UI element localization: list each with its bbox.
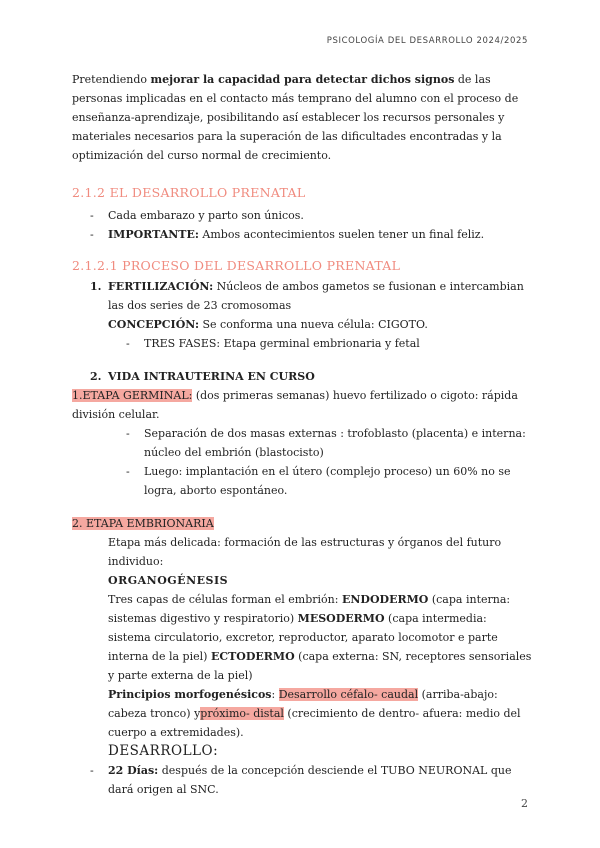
germinal-list (72, 424, 532, 500)
etapa-germinal: 1.ETAPA GERMINAL: (dos primeras semanas) huevo fertilizado o cigoto: rápida división celular. (72, 389, 518, 421)
list-item: - Separación de dos masas externas : trofoblasto (placenta) e interna: núcleo del embrión (blastocisto) (126, 424, 532, 462)
list-item: - TRES FASES: Etapa germinal embrionaria y fetal (126, 334, 532, 353)
organogenesis-label: ORGANOGÉNESIS (108, 574, 229, 587)
embrionaria-block (72, 533, 532, 761)
list-item: - 22 Días: después de la concepción desciende el TUBO NEURONAL que dará origen al SNC. (90, 761, 532, 799)
list-item: - IMPORTANTE: Ambos acontecimientos suelen tener un final feliz. (90, 225, 532, 244)
item-fertilizacion: 1. FERTILIZACIÓN: Núcleos de ambos gametos se fusionan e intercambian las dos series de 23 cromosomas (90, 280, 524, 312)
intro-paragraph: Pretendiendo mejorar la capacidad para detectar dichos signos de las personas implicadas en el contacto más temprano del alumno con el proceso de enseñanza-aprendizaje, posibilitando así establecer los recursos personales y materiales necesarios para la superación de las dificultades encontradas y la optimización del curso normal de crecimiento. (72, 73, 519, 162)
capas-paragraph: Tres capas de células forman el embrión: ENDODERMO (capa interna: sistemas digestivo y respiratorio) MESODERMO (capa intermedia: sistema circulatorio, excretor, reproductor, aparato locomotor e parte interna de la piel) ECTODERMO (capa externa: SN, receptores sensoriales y parte externa de la piel) (108, 593, 532, 682)
list-item: - Luego: implantación en el útero (complejo proceso) un 60% no se logra, aborto espontáneo. (126, 462, 532, 500)
concepcion-line: CONCEPCIÓN: Se conforma una nueva célula: CIGOTO. (108, 318, 428, 331)
desarrollo-list (72, 761, 532, 799)
document-body (72, 70, 532, 799)
item-vida-intrauterina: 2. VIDA INTRAUTERINA EN CURSO (90, 370, 315, 383)
fases-list (72, 334, 532, 353)
etapa-embrionaria-label: 2. ETAPA EMBRIONARIA (72, 517, 214, 530)
desarrollo-heading: DESARROLLO: (108, 743, 219, 759)
page-number: 2 (521, 797, 528, 810)
embrionaria-intro: Etapa más delicada: formación de las estructuras y órganos del futuro individuo: (108, 536, 502, 568)
page-header: PSICOLOGÍA DEL DESARROLLO 2024/2025 (326, 36, 528, 46)
heading-desarrollo-prenatal: 2.1.2 EL DESARROLLO PRENATAL (72, 185, 306, 200)
heading-proceso-desarrollo: 2.1.2.1 PROCESO DEL DESARROLLO PRENATAL (72, 258, 401, 273)
prenatal-list (72, 206, 532, 244)
principios-paragraph: Principios morfogenésicos: Desarrollo céfalo- caudal (arriba-abajo: cabeza tronco) ypróximo- distal (crecimiento de dentro- afuera: medio del cuerpo a extremidades). (108, 688, 521, 739)
list-item: - Cada embarazo y parto son únicos. (90, 206, 532, 225)
